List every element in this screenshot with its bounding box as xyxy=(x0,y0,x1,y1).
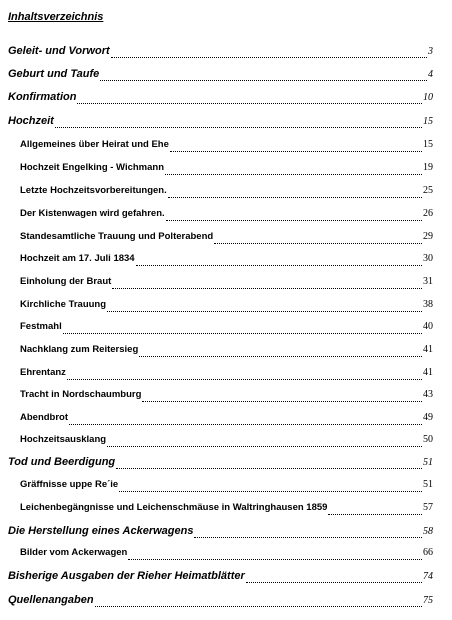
toc-entry-title: Hochzeit am 17. Juli 1834 xyxy=(20,253,135,264)
toc-entry-page-number: 40 xyxy=(423,321,433,332)
dot-leader xyxy=(119,491,422,492)
dot-leader xyxy=(214,243,422,244)
dot-leader xyxy=(328,514,422,515)
toc-entry-page-number: 4 xyxy=(428,69,433,80)
dot-leader xyxy=(67,379,422,380)
toc-entry[interactable] xyxy=(8,115,433,131)
toc-entry-page-number: 15 xyxy=(423,139,433,150)
toc-entry-title: Der Kistenwagen wird gefahren. xyxy=(20,208,165,219)
toc-entry-page-number: 29 xyxy=(423,231,433,242)
toc-entry-title: Festmahl xyxy=(20,321,62,332)
toc-entry[interactable] xyxy=(20,479,433,495)
toc-entry[interactable] xyxy=(8,525,433,541)
toc-entry-title: Konfirmation xyxy=(8,91,77,103)
toc-entry-title: Hochzeitsausklang xyxy=(20,434,107,445)
toc-entry-page-number: 31 xyxy=(423,276,433,287)
toc-entry[interactable] xyxy=(20,162,433,178)
dot-leader xyxy=(107,446,422,447)
toc-entry[interactable] xyxy=(8,570,433,586)
toc-entry-page-number: 30 xyxy=(423,253,433,264)
dot-leader xyxy=(107,311,422,312)
toc-entry-page-number: 41 xyxy=(423,344,433,355)
dot-leader xyxy=(165,174,422,175)
toc-entry-title: Abendbrot xyxy=(20,412,69,423)
dot-leader xyxy=(69,424,422,425)
dot-leader xyxy=(166,220,422,221)
toc-entry-page-number: 51 xyxy=(423,457,433,468)
toc-entry-page-number: 3 xyxy=(428,46,433,57)
toc-entry-title: Quellenangaben xyxy=(8,594,94,606)
toc-entry[interactable] xyxy=(20,344,433,360)
toc-entry-title: Leichenbegängnisse und Leichenschmäuse in Waltringhausen 1859 xyxy=(20,502,328,513)
toc-entry-title: Bilder vom Ackerwagen xyxy=(20,547,128,558)
toc-entry-page-number: 41 xyxy=(423,367,433,378)
toc-entry-title: Tod und Beerdigung xyxy=(8,456,116,468)
dot-leader xyxy=(128,559,422,560)
toc-entry[interactable] xyxy=(20,208,433,224)
toc-entry-page-number: 25 xyxy=(423,185,433,196)
toc-entry[interactable] xyxy=(20,434,433,450)
toc-entry-page-number: 57 xyxy=(423,502,433,513)
toc-entry-page-number: 75 xyxy=(423,595,433,606)
dot-leader xyxy=(63,333,422,334)
dot-leader xyxy=(95,606,422,607)
toc-entry[interactable] xyxy=(20,299,433,315)
dot-leader xyxy=(116,468,422,469)
toc-entry[interactable] xyxy=(20,139,433,155)
toc-entry-page-number: 51 xyxy=(423,479,433,490)
dot-leader xyxy=(139,356,422,357)
toc-entry-page-number: 43 xyxy=(423,389,433,400)
toc-entry-page-number: 10 xyxy=(423,92,433,103)
toc-entry-title: Gräffnisse uppe Re´ie xyxy=(20,479,119,490)
toc-entry-page-number: 38 xyxy=(423,299,433,310)
toc-entry-title: Allgemeines über Heirat und Ehe xyxy=(20,139,169,150)
toc-entry-title: Geburt und Taufe xyxy=(8,68,100,80)
dot-leader xyxy=(77,103,422,104)
toc-entry[interactable] xyxy=(20,547,433,563)
toc-entry[interactable] xyxy=(20,321,433,337)
toc-entry-page-number: 50 xyxy=(423,434,433,445)
toc-entry[interactable] xyxy=(20,412,433,428)
toc-heading: Inhaltsverzeichnis xyxy=(8,11,104,23)
toc-entry[interactable] xyxy=(20,502,433,518)
toc-entry-title: Bisherige Ausgaben der Rieher Heimatblätter xyxy=(8,570,245,582)
toc-entry-title: Nachklang zum Reitersieg xyxy=(20,344,139,355)
toc-entry[interactable] xyxy=(20,276,433,292)
toc-entry-title: Hochzeit xyxy=(8,115,54,127)
toc-entry[interactable] xyxy=(8,45,433,61)
toc-entry[interactable] xyxy=(8,68,433,84)
toc-entry-title: Letzte Hochzeitsvorbereitungen. xyxy=(20,185,167,196)
toc-entry[interactable] xyxy=(20,185,433,201)
dot-leader xyxy=(246,582,422,583)
dot-leader xyxy=(112,288,422,289)
dot-leader xyxy=(142,401,422,402)
dot-leader xyxy=(168,197,422,198)
toc-entry-page-number: 49 xyxy=(423,412,433,423)
dot-leader xyxy=(170,151,422,152)
toc-entry-title: Standesamtliche Trauung und Polterabend xyxy=(20,231,214,242)
dot-leader xyxy=(100,80,427,81)
toc-entry-title: Ehrentanz xyxy=(20,367,66,378)
toc-entry-page-number: 74 xyxy=(423,571,433,582)
toc-entry-page-number: 26 xyxy=(423,208,433,219)
toc-entry-title: Tracht in Nordschaumburg xyxy=(20,389,142,400)
dot-leader xyxy=(194,537,422,538)
toc-entry-title: Einholung der Braut xyxy=(20,276,112,287)
toc-entry-page-number: 19 xyxy=(423,162,433,173)
toc-entry-page-number: 58 xyxy=(423,526,433,537)
toc-entry[interactable] xyxy=(8,91,433,107)
toc-entry[interactable] xyxy=(20,389,433,405)
toc-entry-title: Geleit- und Vorwort xyxy=(8,45,110,57)
toc-entry[interactable] xyxy=(20,231,433,247)
dot-leader xyxy=(55,127,422,128)
toc-entry-page-number: 66 xyxy=(423,547,433,558)
dot-leader xyxy=(136,265,422,266)
dot-leader xyxy=(111,57,427,58)
toc-entry[interactable] xyxy=(20,253,433,269)
toc-entry-page-number: 15 xyxy=(423,116,433,127)
toc-entry-title: Hochzeit Engelking - Wichmann xyxy=(20,162,165,173)
toc-entry-title: Die Herstellung eines Ackerwagens xyxy=(8,525,194,537)
toc-entry[interactable] xyxy=(20,367,433,383)
toc-entry-title: Kirchliche Trauung xyxy=(20,299,107,310)
toc-entry[interactable] xyxy=(8,456,433,472)
toc-entry[interactable] xyxy=(8,594,433,610)
